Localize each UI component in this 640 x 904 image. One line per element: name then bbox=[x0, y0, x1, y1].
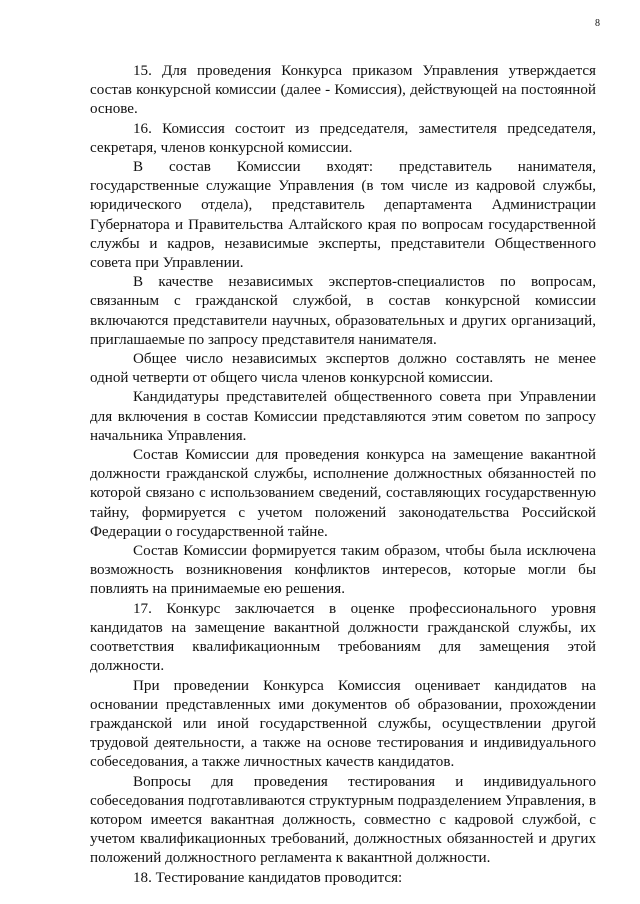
document-body bbox=[90, 62, 596, 888]
paragraph-16: 16. Комиссия состоит из председателя, заместителя председателя, секретаря, членов конкурсной комиссии. bbox=[90, 120, 596, 156]
paragraph-commission-members: В состав Комиссии входят: представитель нанимателя, государственные служащие Управления (в том числе из кадровой службы, юридического отдела), представитель департамента Администрации Губернатора и Правительства Алтайского края по вопросам государственной службы и кадров, независимые эксперты, представители Общественного совета при Управлении. bbox=[90, 159, 596, 272]
paragraph-independent-experts: В качестве независимых экспертов-специалистов по вопросам, связанным с гражданской службой, в состав конкурсной комиссии включаются представители научных, образовательных и других организаций, приглашаемые по запросу представителя нанимателя. bbox=[90, 274, 596, 348]
paragraph-conflict-of-interest: Состав Комиссии формируется таким образом, чтобы была исключена возможность возникновения конфликтов интересов, которые могли бы повлиять на принимаемые ею решения. bbox=[90, 543, 596, 598]
paragraph-experts-quota: Общее число независимых экспертов должно составлять не менее одной четверти от общего числа членов конкурсной комиссии. bbox=[90, 351, 596, 387]
paragraph-state-secret: Состав Комиссии для проведения конкурса на замещение вакантной должности гражданской службы, исполнение должностных обязанностей по которой связано с использованием сведений, составляющих государственную тайну, формируется с учетом положений законодательства Российской Федерации о государственной тайне. bbox=[90, 447, 596, 540]
paragraph-15: 15. Для проведения Конкурса приказом Управления утверждается состав конкурсной комиссии (далее - Комиссия), действующей на постоянной основе. bbox=[90, 63, 596, 118]
paragraph-18: 18. Тестирование кандидатов проводится: bbox=[133, 869, 403, 886]
paragraph-public-council: Кандидатуры представителей общественного совета при Управлении для включения в состав Комиссии представляются этим советом по запросу начальника Управления. bbox=[90, 389, 596, 444]
page-number: 8 bbox=[595, 18, 600, 29]
paragraph-17: 17. Конкурс заключается в оценке профессионального уровня кандидатов на замещение вакантной должности гражданской службы, их соответствия квалификационным требованиям для замещения этой должности. bbox=[90, 600, 596, 675]
paragraph-test-questions: Вопросы для проведения тестирования и индивидуального собеседования подготавливаются структурным подразделением Управления, в котором имеется вакантная должность, совместно с кадровой службой, с учетом квалификационных требований, должностных обязанностей и других положений должностного регламента к вакантной должности. bbox=[90, 773, 596, 867]
paragraph-candidate-evaluation: При проведении Конкурса Комиссия оценивает кандидатов на основании представленных ими документов об образовании, прохождении гражданской или иной государственной службы, осуществлении другой трудовой деятельности, а также на основе тестирования и индивидуального собеседования, а также личностных качеств кандидатов. bbox=[90, 677, 596, 771]
